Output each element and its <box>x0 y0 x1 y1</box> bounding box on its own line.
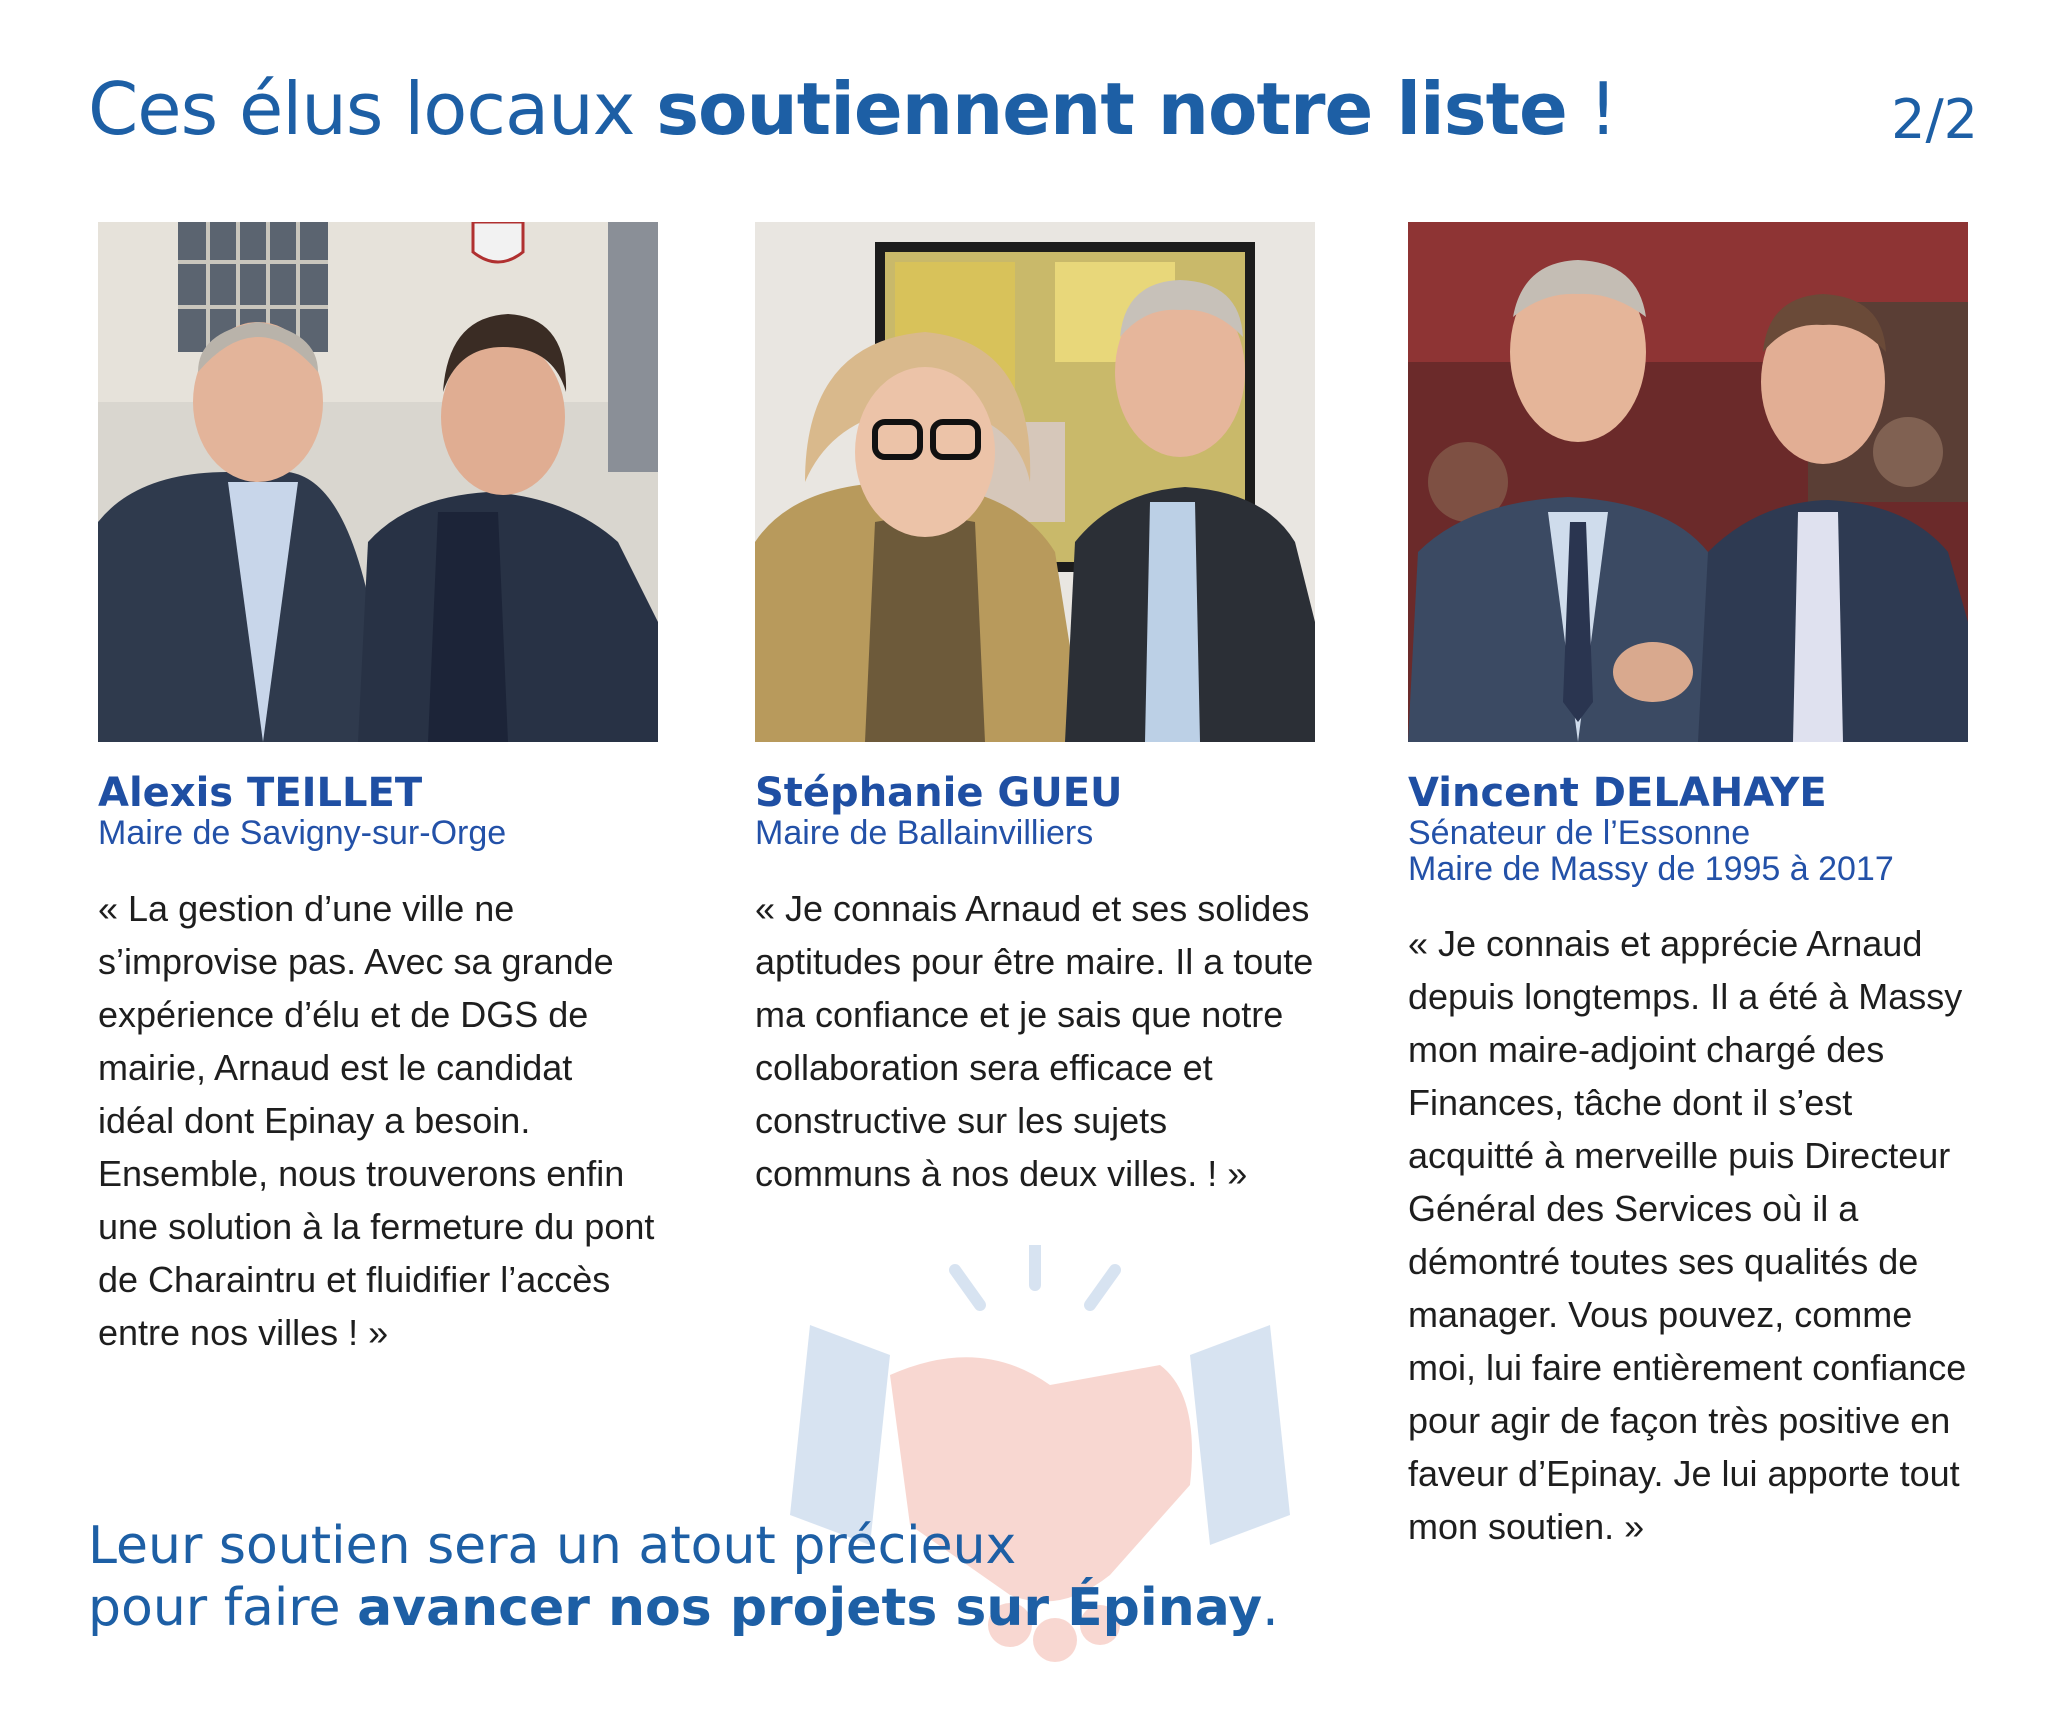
supporter-name: Stéphanie GUEU <box>755 770 1123 816</box>
supporter-quote: « Je connais et apprécie Arnaud depuis longtemps. Il a été à Massy mon maire-adjoint chargé des Finances, tâche dont il s’est acquitté à merveille puis Directeur Général des Services où il a démontré toutes ses qualités de manager. Vous pouvez, comme moi, lui faire entièrement confiance pour agir de façon très positive en faveur d’Epinay. Je lui apporte tout mon soutien. » <box>1408 923 1967 1548</box>
title-suffix: ! <box>1566 67 1617 151</box>
page-title <box>88 66 1617 152</box>
title-light: Ces élus locaux <box>88 67 635 151</box>
supporter-card-gueu <box>755 222 1315 1200</box>
footer-tagline <box>88 1515 1279 1639</box>
supporter-name: Alexis TEILLET <box>98 770 423 816</box>
supporter-card-teillet <box>98 222 658 1359</box>
supporter-card-delahaye <box>1408 222 1968 1553</box>
supporter-role: Maire de Ballainvilliers <box>755 814 1094 852</box>
photo-placeholder-icon <box>1408 222 1968 742</box>
footer-line-2-bold: avancer nos projets sur Épinay <box>357 1578 1263 1638</box>
photo-teillet <box>98 222 658 742</box>
supporter-name: Vincent DELAHAYE <box>1408 770 1827 816</box>
photo-placeholder-icon <box>98 222 658 742</box>
photo-placeholder-icon <box>755 222 1315 742</box>
photo-gueu <box>755 222 1315 742</box>
supporter-quote: « Je connais Arnaud et ses solides aptitudes pour être maire. Il a toute ma confiance et je sais que notre collaboration sera efficace et constructive sur les sujets communs à nos deux villes. ! » <box>755 887 1314 1194</box>
footer-line-2 <box>88 1577 1279 1639</box>
footer-line-2-light: pour faire <box>88 1578 341 1638</box>
footer-line-2-suffix: . <box>1262 1578 1279 1638</box>
page-indicator: 2/2 <box>1891 88 1978 151</box>
photo-delahaye <box>1408 222 1968 742</box>
footer-line-1: Leur soutien sera un atout précieux <box>88 1516 1017 1576</box>
supporter-quote: « La gestion d’une ville ne s’improvise pas. Avec sa grande expérience d’élu et de DGS de mairie, Arnaud est le candidat idéal dont Epinay a besoin. Ensemble, nous trouverons enfin une solution à la fermeture du pont de Charaintru et fluidifier l’accès entre nos villes ! » <box>98 887 655 1353</box>
supporter-role-line-2: Maire de Massy de 1995 à 2017 <box>1408 849 1894 888</box>
title-bold: soutiennent notre liste <box>656 67 1567 151</box>
supporter-role: Maire de Savigny-sur-Orge <box>98 814 507 852</box>
supporter-role-line-1: Sénateur de l’Essonne <box>1408 814 1751 852</box>
